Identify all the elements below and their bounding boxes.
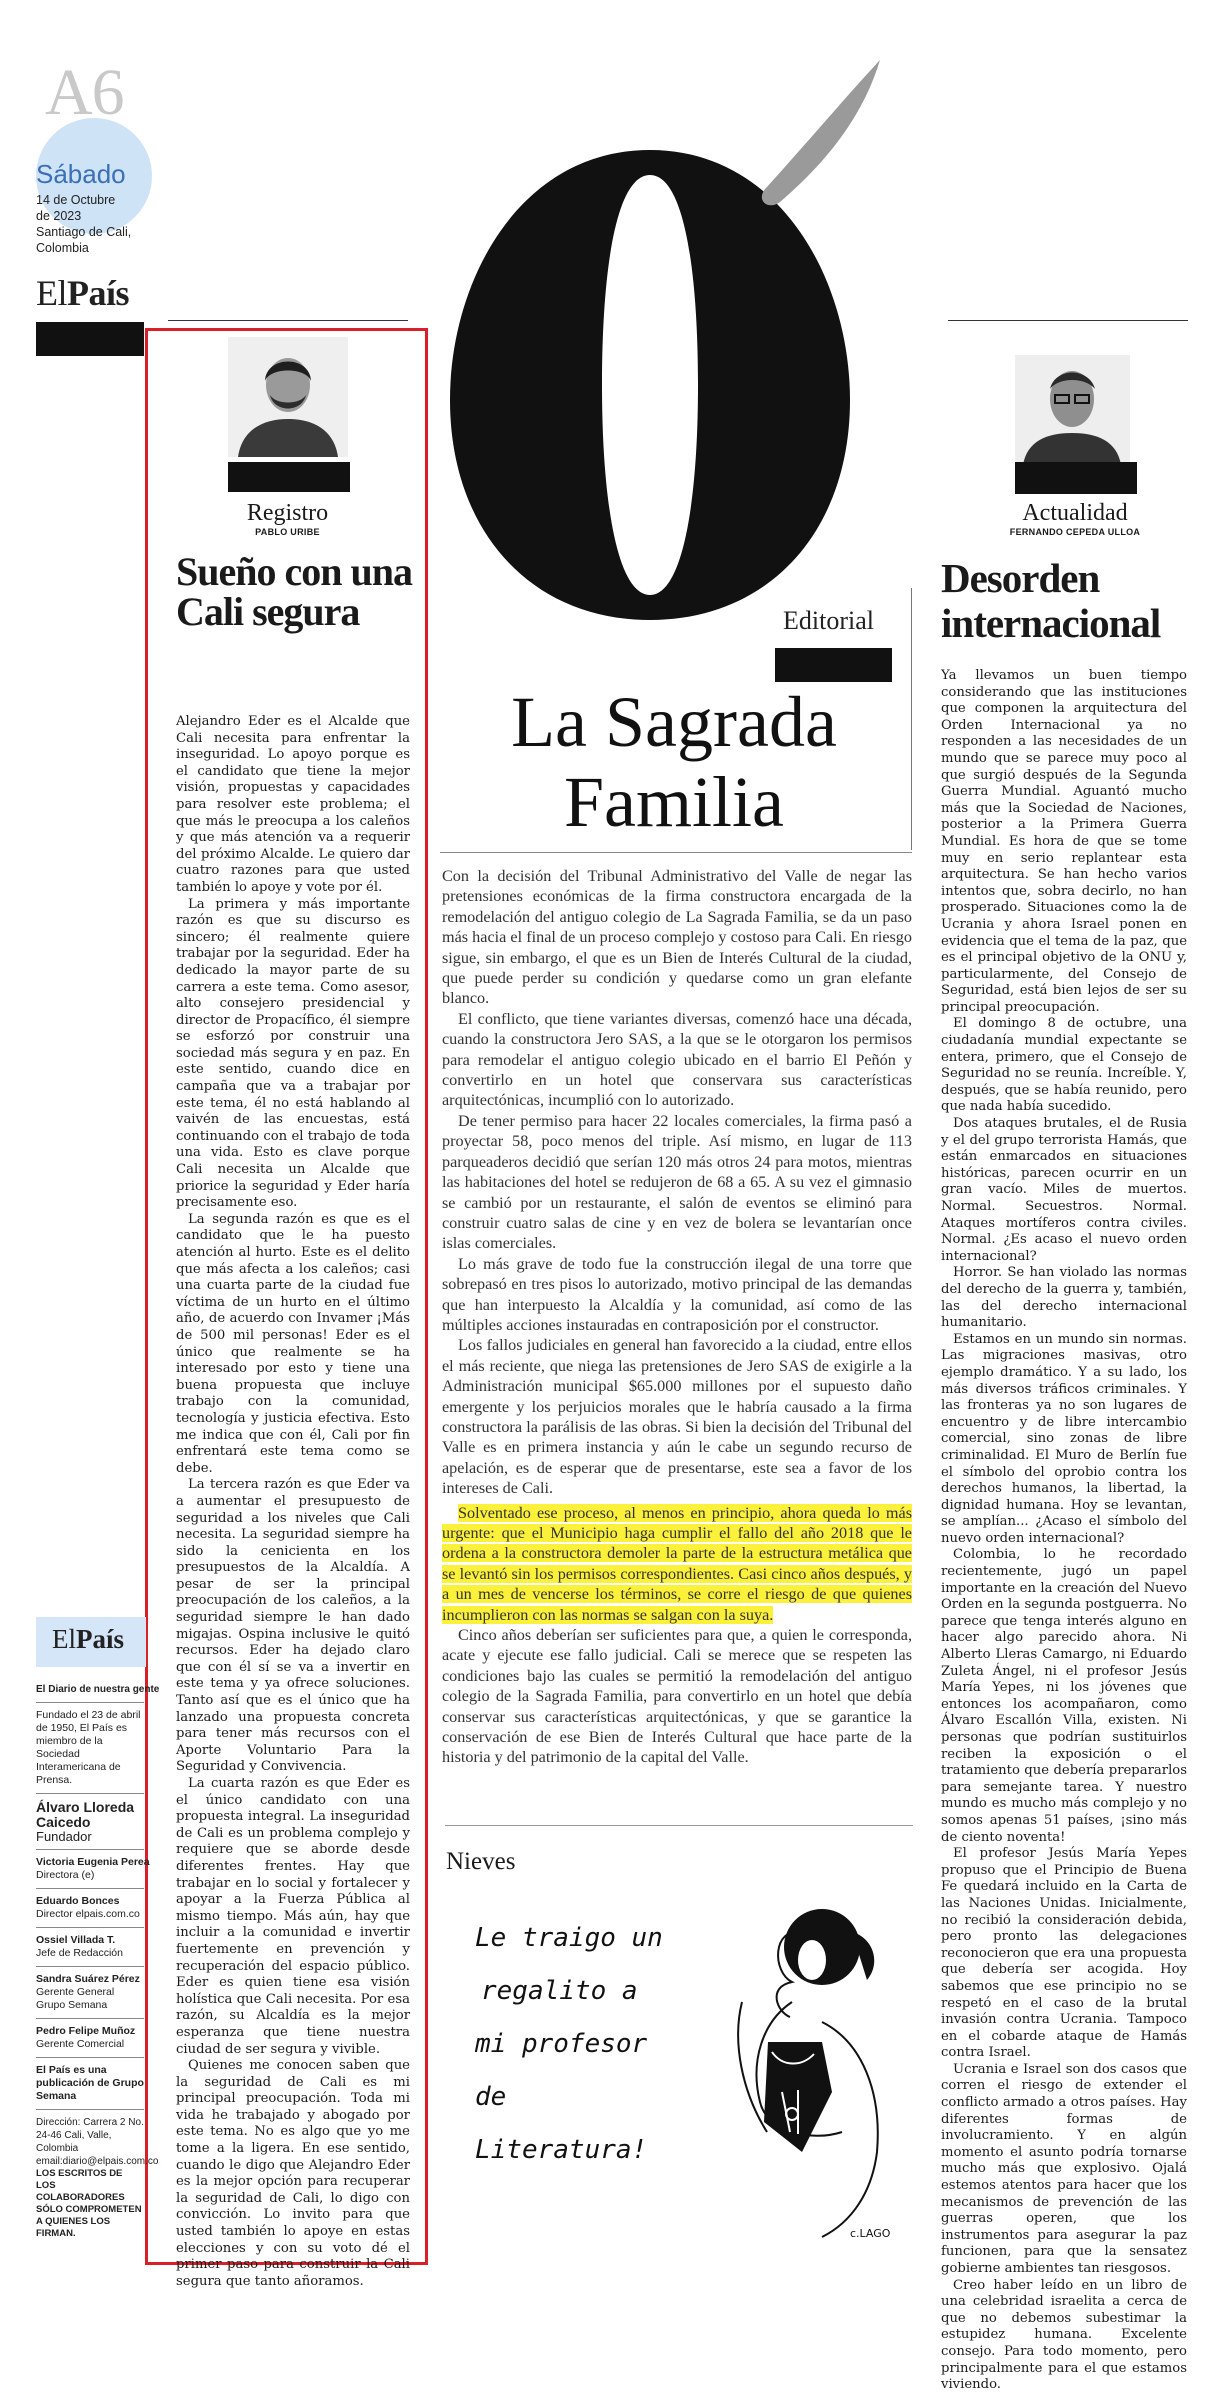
masthead-disclaimer: LOS ESCRITOS DE LOS COLABORADORES SÓLO COMPROMETEN A QUIENES LOS FIRMAN. xyxy=(36,2168,142,2239)
rule-left xyxy=(168,320,408,321)
el-pais-logo: ElPaís xyxy=(36,273,130,313)
photo-caption-bar-right xyxy=(1015,462,1137,494)
editorial-bar xyxy=(775,648,892,682)
author-byline-right: FERNANDO CEPEDA ULLOA xyxy=(1009,527,1141,537)
cartoon-handwritten-text: Le traigo un regalito a mi profesor de Literatura! xyxy=(475,1923,663,2165)
section-kicker-actualidad: Actualidad xyxy=(1022,500,1128,526)
author-photo-pablo-uribe xyxy=(228,337,348,457)
cartoon-section-title: Nieves xyxy=(446,1848,516,1875)
dateline-date: 14 de Octubre de 2023 Santiago de Cali, Colombia xyxy=(36,193,132,255)
editorial-title: La Sagrada Familia xyxy=(511,682,837,842)
opinion-o-graphic xyxy=(420,60,940,620)
section-kicker-registro: Registro xyxy=(246,500,329,526)
highlighted-passage: Solventado ese proceso, al menos en principio, ahora queda lo más urgente: que el Municipio haga cumplir el fallo del año 2018 que le ordena a la constructora demoler la parte de la estructura metálica que se levantó sin los permisos correspondientes. Casi cinco años después, y a un mes de vencerse los términos, se corre el riesgo de que quienes incumplieron con las normas se salgan con la suya. xyxy=(442,1503,912,1624)
editorial-body: Con la decisión del Tribunal Administrativo del Valle de negar las pretensiones económicas de la firma constructora encargada de la remodelación del antiguo colegio de La Sagrada Familia, se da un paso más hacia el final de un proceso complejo y costoso para Cali. En riesgo sigue, sin embargo, el que es un Bien de Interés Cultural de la ciudad, que puede perder su condición y quedarse como un gran elefante blanco. El conflicto, que tiene variantes diversas, comenzó hace una década, cuando la constructora Jero SAS, a la que se le otorgaron los permisos para remodelar el antiguo colegio ubicado en el barrio El Peñón y convertirlo en un hotel que conservara sus características arquitectónicas, incumplió con lo autorizado. De tener permiso para hacer 22 locales comerciales, la firma pasó a proyectar 58, poco menos del triple. Así mismo, en lugar de 113 parqueaderos decidió que serían 120 más otros 24 para motos, mientras las habitaciones del hotel se redujeron de 68 a 65. A su vez el gimnasio se cambió por un restaurante, el salón de eventos se eliminó para construir cuatro salas de cine y en vez de bolera se levantarían once islas comerciales. Lo más grave de todo fue la construcción ilegal de una torre que sobrepasó en tres pisos lo autorizado, motivo principal de las demandas que han interpuesto la Alcaldía y la comunidad, así como de las múltiples acciones instauradas en contraposición por el constructor. Los fallos judiciales en general han favorecido a la ciudad, entre ellos el más reciente, que niega las pretensiones de Jero SAS de exigirle a la Administración municipal $65.000 millones por el supuesto daño emergente y los perjuicios morales que le habría causado a la firma constructora la parálisis de las obras. Si bien la decisión del Tribunal del Valle es en primera instancia y aún le cabe un segundo recurso de apelación, es de esperar que de presentarse, este sea a favor de los intereses de Cali. Solventado ese proceso, al menos en principio, ahora queda lo más urgente: que el Municipio haga cumplir el fallo del año 2018 que le ordena a la constructora demoler la parte de la estructura metálica que se levantó sin los permisos correspondientes. Casi cinco años después, y a un mes de vencerse los términos, se corre el riesgo de que quienes incumplieron con las normas se salgan con la suya. Cinco años deberían ser suficientes para que, a quien le corresponda, acate y ejecute ese fallo judicial. Cali se merece que se respeten las condiciones bajo las cuales se permitió la remodelación del antiguo colegio de la Sagrada Familia, para convertirlo en un hotel que debía conservar sus características arquitectónicas, y que se garantice la conservación de ese Bien de Interés Cultural que hace parte de la historia y del patrimonio de la capital del Valle. xyxy=(442,867,912,1767)
right-article-body: Ya llevamos un buen tiempo considerando que las instituciones que componen la arquitectura del Orden Internacional ya no responden a las necesidades de un mundo que se parece muy poco al que surgió después de la Segunda Guerra Mundial. Aguantó mucho más que la Sociedad de Naciones, posterior a la Primera Guerra Mundial. Es hora de que se tome muy en serio replantear esta arquitectura. Se han hecho varios intentos que, sobra decirlo, no han prosperado. Situaciones como la de Ucrania y ahora Israel ponen en evidencia que el tema de la paz, que es el principal objetivo de la ONU y, particularmente, del Consejo de Seguridad, está bien lejos de ser su principal preocupación. El domingo 8 de octubre, una ciudadanía mundial expectante se entera, primero, que el Consejo de Seguridad no se reunía. Increíble. Y, después, que se había reunido, pero que nada había sucedido. Dos ataques brutales, el de Rusia y el del grupo terrorista Hamás, que están enmarcados en situaciones históricas, parecen ocurrir en un gran vacío. Miles de muertos. Normal. Secuestros. Normal. Ataques mortíferos contra civiles. Normal. ¿Es acaso el nuevo orden internacional? Horror. Se han violado las normas del derecho de la guerra y, también, las del derecho internacional humanitario. Estamos en un mundo sin normas. Las migraciones masivas, otro ejemplo dramático. Y a su lado, los más diversos tráficos criminales. Y las fronteras ya no son lugares de encuentro y de libre intercambio comercial, sino zonas de libre criminalidad. El Muro de Berlín fue el símbolo del oprobio contra los derechos humanos, la libertad, la dignidad humana. Hoy se levantan, se amplían... ¿Acaso el símbolo del nuevo orden internacional? Colombia, lo he recordado recientemente, jugó un papel importante en la creación del Nuevo Orden en la segunda postguerra. No parece que tenga interés alguno en hacer algo parecido ahora. Ni Alberto Lleras Camargo, ni Eduardo Zuleta Ángel, ni el profesor Jesús María Yepes, ni los jóvenes que entonces los acompañaron, como Álvaro Escallón Villa, existen. Ni personas que podrían sustituirlos reciben la exposición o el tratamiento que debería prepararlos para semejante tarea. Y nuestro mundo es mucho más complejo y no somos apenas 51 países, ¡sino más de ciento noventa! El profesor Jesús María Yepes propuso que el Principio de Buena Fe quedará incluido en la Carta de las Naciones Unidas. Inicialmente, no recibió la consideración debida, pero pronto las delegaciones reconocieron que era una propuesta que debería ser acogida. Hoy sabemos que ese principio no se respetó en el caso de la brutal invasión contra Ucrania. Tampoco en el cobarde ataque de Hamás contra Israel. Ucrania e Israel son dos casos que corren el riesgo de extender el conflicto armado a otros países. Hay diferentes formas de involucramiento. Y en algún momento el asunto podría tornarse mucho más que explosivo. Ojalá estemos atentos para hacer que los mecanismos de prevención de las guerras operen, que los instrumentos para asegurar la paz funcionen, para que la sensatez gobierne ambientes tan riesgosos. Creo haber leído en un libro de una celebridad israelita a cerca de que no debemos subestimar la estupidez humana. Excelente consejo. Para todo momento, pero principalmente para el que estamos viviendo. xyxy=(941,668,1187,2393)
author-byline-left: PABLO URIBE xyxy=(255,527,320,537)
right-article-title: Desorden internacional xyxy=(941,555,1161,646)
cartoon-signature: c.LAGO xyxy=(850,2227,891,2240)
masthead-logo: ElPaís xyxy=(52,1624,125,1654)
section-bar-left xyxy=(36,322,144,356)
page-number: A6 xyxy=(45,56,124,129)
rule-right xyxy=(948,320,1188,321)
author-photo-fernando-cepeda xyxy=(1015,355,1130,465)
photo-caption-bar-left xyxy=(228,462,350,492)
founder-name: Álvaro Lloreda Caicedo xyxy=(36,1793,144,1830)
dateline-day: Sábado xyxy=(36,159,126,189)
editorial-rule xyxy=(440,852,912,853)
editorial-kicker: Editorial xyxy=(783,606,874,635)
portrait-image xyxy=(1015,355,1130,465)
left-article-body: Alejandro Eder es el Alcalde que Cali necesita para enfrentar la inseguridad. Lo apoyo porque es el candidato que tiene la mejor visión, propuestas y capacidades para resolver este problema; el que más le preocupa a los caleños y que más atención va a requerir del próximo Alcalde. Le quiero dar cuatro razones para que usted también lo apoye y vote por él. La primera y más importante razón es que su discurso es sincero; él realmente quiere trabajar por la seguridad. Eder ha dedicado la mayor parte de su carrera a este tema. Como asesor, alto consejero presidencial y director de Propacífico, él siempre se esforzó por construir una sociedad más segura y en paz. En este sentido, cuando dice en campaña que va a trabajar por este tema, él no está hablando al vaivén de las encuestas, está continuando con el trabajo de toda una vida. Esto es clave porque Cali necesita un Alcalde que priorice la seguridad y Eder haría precisamente eso. La segunda razón es que es el candidato que le ha puesto atención al hurto. Este es el delito que más afecta a los caleños; casi una cuarta parte de la ciudad fue víctima de un hurto en el último año, de acuerdo con Invamer ¡Más de 500 mil personas! Eder es el único que realmente se ha interesado por esto y tiene una buena propuesta que incluye trabajo con la comunidad, tecnología y justicia efectiva. Esto me indica que con él, Cali por fin enfrentará este tema como se debe. La tercera razón es que Eder va a aumentar el presupuesto de seguridad a los niveles que Cali necesita. La seguridad siempre ha sido la cenicienta en los presupuestos de la Alcaldía. A pesar de ser la principal preocupación de los caleños, a la seguridad siempre le han dado migajas. Ospina inclusive le quitó recursos. Eder ha dejado claro que con él sí se va a invertir en este tema y ya ofrece soluciones. Tanto así que es el único que ha lanzado una propuesta concreta para tener más recursos con el Aporte Voluntario Para la Seguridad y Convivencia. La cuarta razón es que Eder es el único candidato con una propuesta integral. La inseguridad de Cali es un problema complejo y requiere que se aborde desde diferentes frentes. Hay que trabajar en lo social y fortalecer y apoyar a la Fuerza Pública al mismo tiempo. Más aún, hay que incluir a la comunidad e invertir fuertemente en prevención y recuperación del espacio público. Eder es quien tiene esa visión holística que Cali necesita. Por esa razón, su Alcaldía es la mejor esperanza que tiene nuestra ciudad de ser segura y vivible. Quienes me conocen saben que la seguridad de Cali es mi principal preocupación. Toda mi vida he trabajado y abogado por este tema. No es algo que yo me tome a la ligera. En ese sentido, cuando le digo que Alejandro Eder es la mejor opción para recuperar la seguridad de Cali, lo digo con convicción. Lo invito para que usted también lo apoye en estas elecciones y con su voto dé el primer paso para construir la Cali segura que tanto añoramos. xyxy=(176,714,410,2289)
cartoon-rule xyxy=(445,1825,913,1826)
left-article-title: Sueño con una Cali segura xyxy=(176,549,412,634)
masthead-block: El Diario de nuestra gente Fundado el 23 de abril de 1950, El País es miembro de la Sociedad Interamericana de Prensa. Álvaro Lloreda Caicedo Fundador Victoria Eugenia Perea Directora (e) Eduardo Bonces Director elpais.com.co Ossiel Villada T. Jefe de Redacción Sandra Suárez Pérez Gerente General Grupo Semana Pedro Felipe Muñoz Gerente Comercial El País es una publicación de Grupo Semana Dirección: Carrera 2 No. 24-46 Cali, Valle, Colombia email:diario@elpais.com.co LOS ESCRITOS DE LOS COLABORADORES SÓLO COMPROMETEN A QUIENES LOS FIRMAN. xyxy=(36,1684,160,2239)
cartoon-illustration xyxy=(672,1892,914,2242)
editorial-side-rule xyxy=(911,588,912,850)
portrait-image xyxy=(228,337,348,457)
